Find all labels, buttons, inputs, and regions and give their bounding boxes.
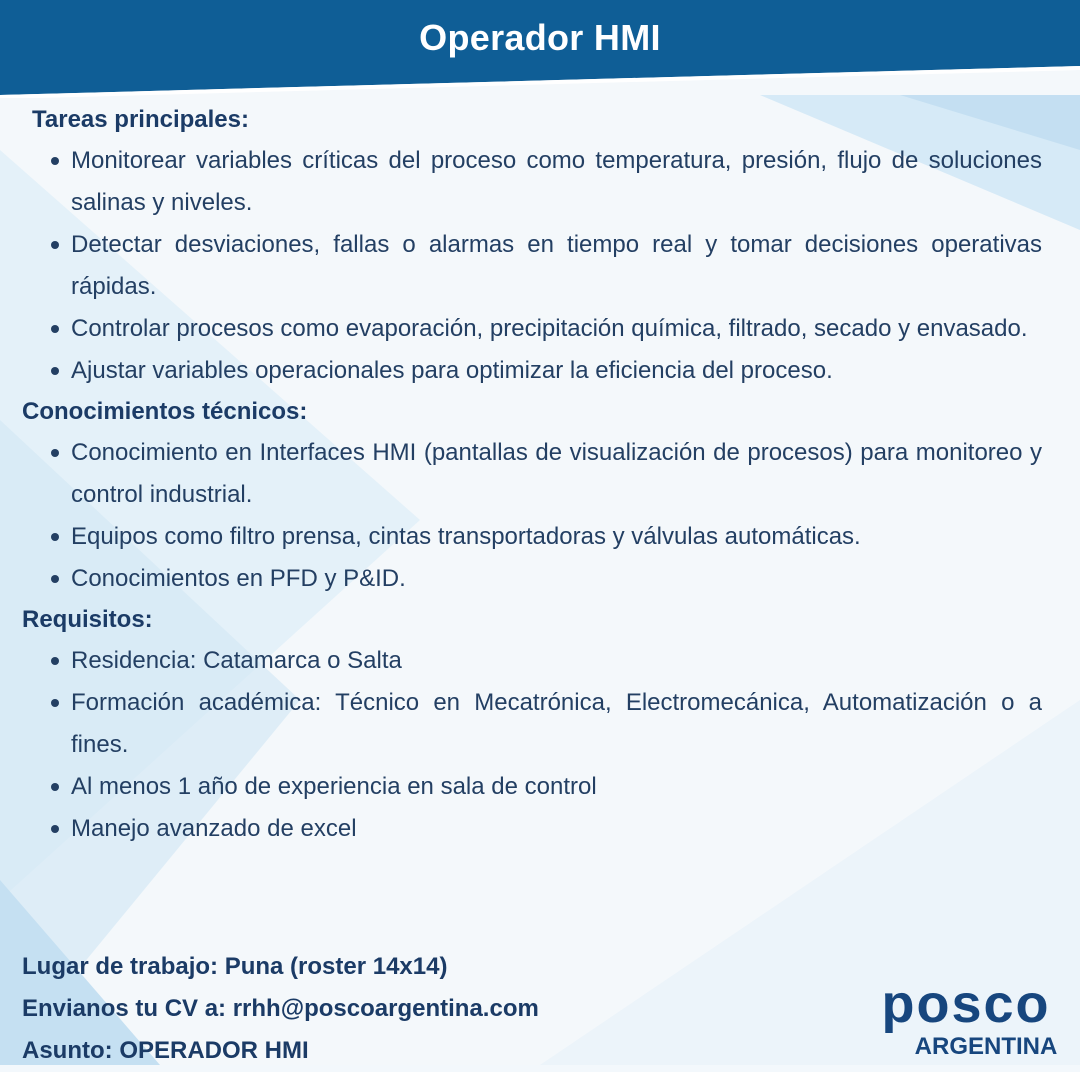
section-tasks bbox=[22, 100, 1042, 392]
tasks-list bbox=[22, 140, 1042, 392]
send-cv-text: Envianos tu CV a: rrhh@poscoargentina.com bbox=[22, 995, 539, 1022]
job-description bbox=[22, 100, 1042, 850]
section-title-tasks: Tareas principales: bbox=[32, 106, 249, 133]
requirements-list bbox=[22, 640, 1042, 850]
list-item: Al menos 1 año de experiencia en sala de control bbox=[22, 766, 1042, 808]
logo-subtitle: ARGENTINA bbox=[914, 1033, 1058, 1060]
section-technical-knowledge bbox=[22, 392, 1042, 600]
list-item: Controlar procesos como evaporación, precipitación química, filtrado, secado y envasado. bbox=[22, 308, 1042, 350]
list-item: Manejo avanzado de excel bbox=[22, 808, 1042, 850]
footer-info bbox=[22, 946, 539, 1072]
section-title-requirements: Requisitos: bbox=[22, 606, 153, 633]
logo-wordmark: posco bbox=[881, 974, 1051, 1034]
posco-argentina-logo bbox=[866, 974, 1066, 1064]
list-item: Detectar desviaciones, fallas o alarmas en tiempo real y tomar decisiones operativas rápidas. bbox=[22, 224, 1042, 308]
list-item: Residencia: Catamarca o Salta bbox=[22, 640, 1042, 682]
workplace-text: Lugar de trabajo: Puna (roster 14x14) bbox=[22, 953, 448, 980]
list-item: Monitorear variables críticas del proceso como temperatura, presión, flujo de soluciones salinas y niveles. bbox=[22, 140, 1042, 224]
section-requirements bbox=[22, 600, 1042, 850]
list-item: Equipos como filtro prensa, cintas transportadoras y válvulas automáticas. bbox=[22, 516, 1042, 558]
list-item: Ajustar variables operacionales para optimizar la eficiencia del proceso. bbox=[22, 350, 1042, 392]
list-item: Conocimientos en PFD y P&ID. bbox=[22, 558, 1042, 600]
subject-text: Asunto: OPERADOR HMI bbox=[22, 1037, 309, 1064]
list-item: Formación académica: Técnico en Mecatrónica, Electromecánica, Automatización o a fines. bbox=[22, 682, 1042, 766]
header-banner bbox=[0, 0, 1080, 80]
page-title: Operador HMI bbox=[419, 17, 661, 58]
section-title-technical: Conocimientos técnicos: bbox=[22, 398, 308, 425]
list-item: Conocimiento en Interfaces HMI (pantallas de visualización de procesos) para monitoreo y control industrial. bbox=[22, 432, 1042, 516]
technical-list bbox=[22, 432, 1042, 600]
